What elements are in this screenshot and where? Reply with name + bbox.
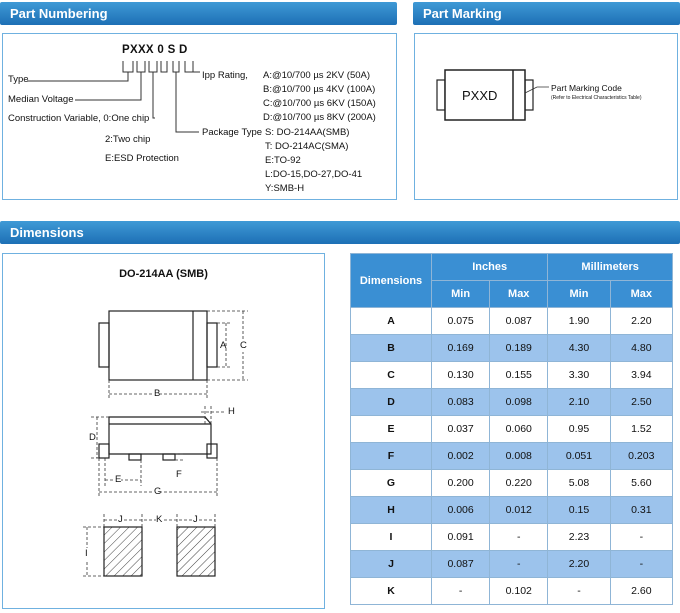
- dim-label-j: J: [193, 514, 198, 525]
- table-row: [351, 497, 673, 524]
- table-cell: 0.002: [432, 443, 490, 470]
- table-cell: 0.169: [432, 335, 490, 362]
- row-label: G: [351, 470, 432, 497]
- dim-label-j: J: [118, 514, 123, 525]
- dim-label-f: F: [176, 469, 182, 480]
- dim-label-a: A: [220, 340, 227, 351]
- dim-label-i: I: [85, 548, 88, 559]
- table-cell: 0.200: [432, 470, 490, 497]
- part-numbering-panel: [2, 33, 397, 200]
- label-median-voltage: Median Voltage: [8, 94, 74, 105]
- table-cell: 2.23: [548, 524, 610, 551]
- dim-label-d: D: [89, 432, 96, 443]
- part-marking-code-text: PXXD: [462, 88, 498, 103]
- table-cell: 3.94: [610, 362, 672, 389]
- table-cell: 0.006: [432, 497, 490, 524]
- col-min: Min: [432, 281, 490, 308]
- table-cell: 0.087: [432, 551, 490, 578]
- table-cell: 0.012: [490, 497, 548, 524]
- table-cell: 0.102: [490, 578, 548, 605]
- table-row: [351, 551, 673, 578]
- part-marking-header: Part Marking: [413, 2, 680, 25]
- table-cell: 5.60: [610, 470, 672, 497]
- dim-label-k: K: [156, 514, 163, 525]
- table-cell: 2.10: [548, 389, 610, 416]
- table-cell: -: [490, 524, 548, 551]
- table-cell: -: [610, 524, 672, 551]
- table-cell: 0.075: [432, 308, 490, 335]
- col-inches: Inches: [432, 254, 548, 281]
- dimensions-table: [350, 253, 673, 605]
- row-label: B: [351, 335, 432, 362]
- part-marking-code-label: Part Marking Code: [551, 83, 622, 93]
- package-option: S: DO-214AA(SMB): [265, 127, 350, 138]
- part-number-code: PXXX 0 S D: [122, 44, 188, 56]
- table-cell: -: [490, 551, 548, 578]
- table-cell: 5.08: [548, 470, 610, 497]
- row-label: D: [351, 389, 432, 416]
- row-label: F: [351, 443, 432, 470]
- label-esd-protection: E:ESD Protection: [105, 153, 179, 164]
- table-cell: 2.50: [610, 389, 672, 416]
- row-label: C: [351, 362, 432, 389]
- table-cell: -: [548, 578, 610, 605]
- dimensions-header: Dimensions: [0, 221, 680, 244]
- table-cell: 0.189: [490, 335, 548, 362]
- table-cell: 2.20: [610, 308, 672, 335]
- table-row: [351, 389, 673, 416]
- dim-label-g: G: [154, 486, 162, 497]
- table-cell: 0.155: [490, 362, 548, 389]
- col-min: Min: [548, 281, 610, 308]
- table-row: [351, 443, 673, 470]
- table-cell: 0.95: [548, 416, 610, 443]
- row-label: K: [351, 578, 432, 605]
- table-row: [351, 335, 673, 362]
- table-cell: 1.52: [610, 416, 672, 443]
- table-row: [351, 524, 673, 551]
- dim-label-b: B: [154, 388, 161, 399]
- table-cell: 0.203: [610, 443, 672, 470]
- dim-label-h: H: [228, 406, 235, 417]
- label-two-chip: 2:Two chip: [105, 134, 151, 145]
- table-row: [351, 308, 673, 335]
- label-ipp-rating: Ipp Rating,: [202, 70, 248, 81]
- package-outline-drawing: [3, 254, 326, 610]
- table-cell: 0.087: [490, 308, 548, 335]
- row-label: E: [351, 416, 432, 443]
- dim-label-c: C: [240, 340, 247, 351]
- col-max: Max: [610, 281, 672, 308]
- table-cell: 0.060: [490, 416, 548, 443]
- package-option: T: DO-214AC(SMA): [265, 141, 349, 152]
- part-marking-code-note: (Refer to Electrical Characteristics Table): [551, 95, 642, 101]
- table-cell: 0.15: [548, 497, 610, 524]
- table-cell: 0.037: [432, 416, 490, 443]
- table-cell: 4.30: [548, 335, 610, 362]
- table-cell: 2.60: [610, 578, 672, 605]
- table-row: [351, 362, 673, 389]
- part-numbering-header: Part Numbering: [0, 2, 397, 25]
- col-max: Max: [490, 281, 548, 308]
- part-marking-panel: [414, 33, 678, 200]
- table-cell: 0.220: [490, 470, 548, 497]
- row-label: H: [351, 497, 432, 524]
- table-cell: -: [610, 551, 672, 578]
- ipp-option: A:@10/700 µs 2KV (50A): [263, 70, 371, 81]
- package-option: L:DO-15,DO-27,DO-41: [265, 169, 363, 180]
- label-construction-variable: Construction Variable, 0:One chip: [8, 113, 150, 124]
- package-option: Y:SMB-H: [265, 183, 305, 194]
- table-cell: 0.091: [432, 524, 490, 551]
- label-package-type: Package Type: [202, 127, 263, 138]
- table-row: [351, 470, 673, 497]
- table-cell: -: [432, 578, 490, 605]
- table-cell: 0.083: [432, 389, 490, 416]
- package-option: E:TO-92: [265, 155, 301, 166]
- ipp-option: D:@10/700 µs 8KV (200A): [263, 112, 376, 123]
- drawing-title: DO-214AA (SMB): [119, 268, 208, 280]
- ipp-option: B:@10/700 µs 4KV (100A): [263, 84, 376, 95]
- row-label: I: [351, 524, 432, 551]
- dim-label-e: E: [115, 474, 122, 485]
- table-cell: 2.20: [548, 551, 610, 578]
- label-type: Type: [8, 74, 29, 85]
- part-marking-chip-drawing: [415, 34, 679, 201]
- table-cell: 0.31: [610, 497, 672, 524]
- col-dimensions: Dimensions: [351, 254, 432, 308]
- table-cell: 4.80: [610, 335, 672, 362]
- table-row: [351, 416, 673, 443]
- row-label: A: [351, 308, 432, 335]
- table-cell: 0.130: [432, 362, 490, 389]
- col-millimeters: Millimeters: [548, 254, 673, 281]
- dimensions-drawing-panel: [2, 253, 325, 609]
- row-label: J: [351, 551, 432, 578]
- table-cell: 0.008: [490, 443, 548, 470]
- table-cell: 1.90: [548, 308, 610, 335]
- table-cell: 3.30: [548, 362, 610, 389]
- table-cell: 0.098: [490, 389, 548, 416]
- table-cell: 0.051: [548, 443, 610, 470]
- table-row: [351, 578, 673, 605]
- ipp-option: C:@10/700 µs 6KV (150A): [263, 98, 376, 109]
